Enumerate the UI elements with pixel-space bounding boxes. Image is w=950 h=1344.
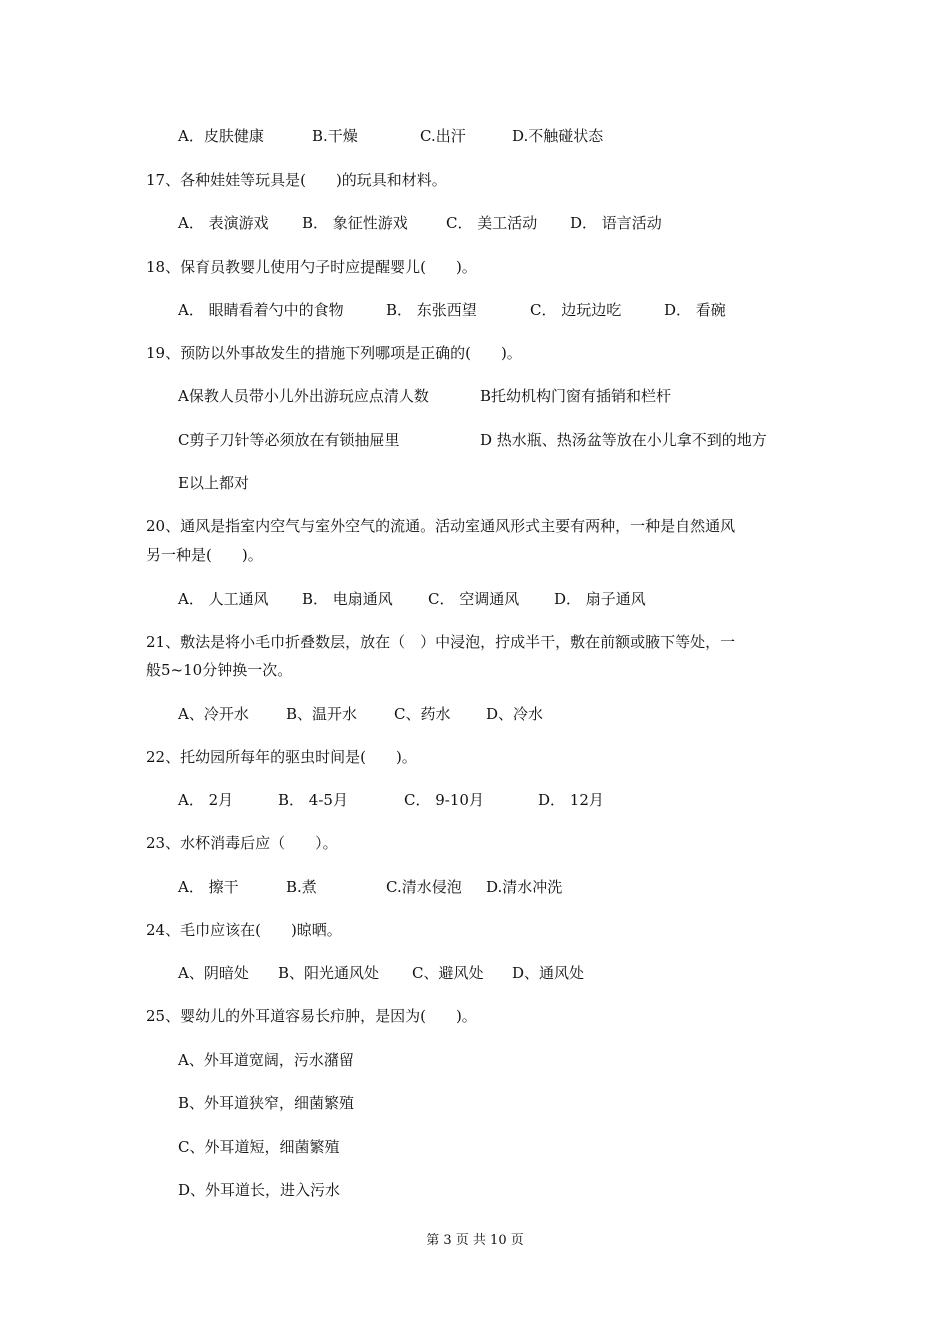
q23-option-d: D.清水冲洗 <box>486 878 563 896</box>
q19-option-b: B托幼机构门窗有插销和栏杆 <box>480 387 672 405</box>
q20-option-c: C． 空调通风 <box>428 590 520 608</box>
q18-option-c: C． 边玩边吃 <box>530 301 622 319</box>
q21-option-d: D、冷水 <box>486 705 544 723</box>
q17-option-a: A． 表演游戏 <box>178 214 269 232</box>
question-25-stem: 25、婴幼儿的外耳道容易长疖肿，是因为( )。 <box>146 1007 477 1025</box>
q21-option-a: A、冷开水 <box>178 705 249 723</box>
q24-option-c: C、避风处 <box>412 964 484 982</box>
q18-option-a: A． 眼睛看着勺中的食物 <box>178 301 344 319</box>
q20-option-b: B． 电扇通风 <box>302 590 393 608</box>
q18-option-b: B． 东张西望 <box>386 301 477 319</box>
q21-option-c: C、药水 <box>394 705 451 723</box>
q21-option-b: B、温开水 <box>286 705 358 723</box>
q17-option-b: B． 象征性游戏 <box>302 214 408 232</box>
q19-option-c: C剪子刀针等必须放在有锁抽屉里 <box>178 431 400 449</box>
question-17-stem: 17、各种娃娃等玩具是( )的玩具和材料。 <box>146 171 447 189</box>
q19-option-a: A保教人员带小儿外出游玩应点清人数 <box>178 387 429 405</box>
q20-option-a: A． 人工通风 <box>178 590 269 608</box>
q22-option-b: B． 4-5月 <box>278 791 348 809</box>
q22-option-c: C． 9-10月 <box>404 791 484 809</box>
q24-option-a: A、阴暗处 <box>178 964 249 982</box>
q17-option-c: C． 美工活动 <box>446 214 538 232</box>
q25-option-c: C、外耳道短，细菌繁殖 <box>178 1138 340 1156</box>
q16-option-c: C.出汗 <box>420 127 466 145</box>
q16-option-b: B.干燥 <box>312 127 358 145</box>
q16-option-a: A．皮肤健康 <box>178 127 264 145</box>
q17-option-d: D． 语言活动 <box>570 214 662 232</box>
question-24-stem: 24、毛巾应该在( )晾晒。 <box>146 921 342 939</box>
q19-option-e: E以上都对 <box>178 474 249 492</box>
q24-option-d: D、通风处 <box>512 964 585 982</box>
q22-option-a: A． 2月 <box>178 791 234 809</box>
q22-option-d: D． 12月 <box>538 791 604 809</box>
q23-option-a: A． 擦干 <box>178 878 239 896</box>
q18-option-d: D． 看碗 <box>664 301 726 319</box>
page-number-footer: 第 3 页 共 10 页 <box>426 1233 524 1248</box>
q20-option-d: D． 扇子通风 <box>554 590 646 608</box>
q25-option-b: B、外耳道狭窄，细菌繁殖 <box>178 1094 355 1112</box>
question-20-stem-line2: 另一种是( )。 <box>146 546 263 564</box>
question-23-stem: 23、水杯消毒后应（ ）。 <box>146 834 338 852</box>
q25-option-a: A、外耳道宽阔，污水潴留 <box>178 1051 354 1069</box>
question-21-stem-line1: 21、敷法是将小毛巾折叠数层，放在（ ）中浸泡，拧成半干，敷在前额或腋下等处，一 <box>146 633 736 651</box>
question-18-stem: 18、保育员教婴儿使用勺子时应提醒婴儿( )。 <box>146 258 477 276</box>
q24-option-b: B、阳光通风处 <box>278 964 380 982</box>
question-20-stem-line1: 20、通风是指室内空气与室外空气的流通。活动室通风形式主要有两种，一种是自然通风 <box>146 517 736 535</box>
q16-option-d: D.不触碰状态 <box>512 127 604 145</box>
q19-option-d: D 热水瓶、热汤盆等放在小儿拿不到的地方 <box>480 431 767 449</box>
question-22-stem: 22、托幼园所每年的驱虫时间是( )。 <box>146 748 417 766</box>
q23-option-b: B.煮 <box>286 878 317 896</box>
question-19-stem: 19、预防以外事故发生的措施下列哪项是正确的( )。 <box>146 344 522 362</box>
q23-option-c: C.清水侵泡 <box>386 878 462 896</box>
question-21-stem-line2: 般5~10分钟换一次。 <box>146 661 293 679</box>
q25-option-d: D、外耳道长，进入污水 <box>178 1181 341 1199</box>
